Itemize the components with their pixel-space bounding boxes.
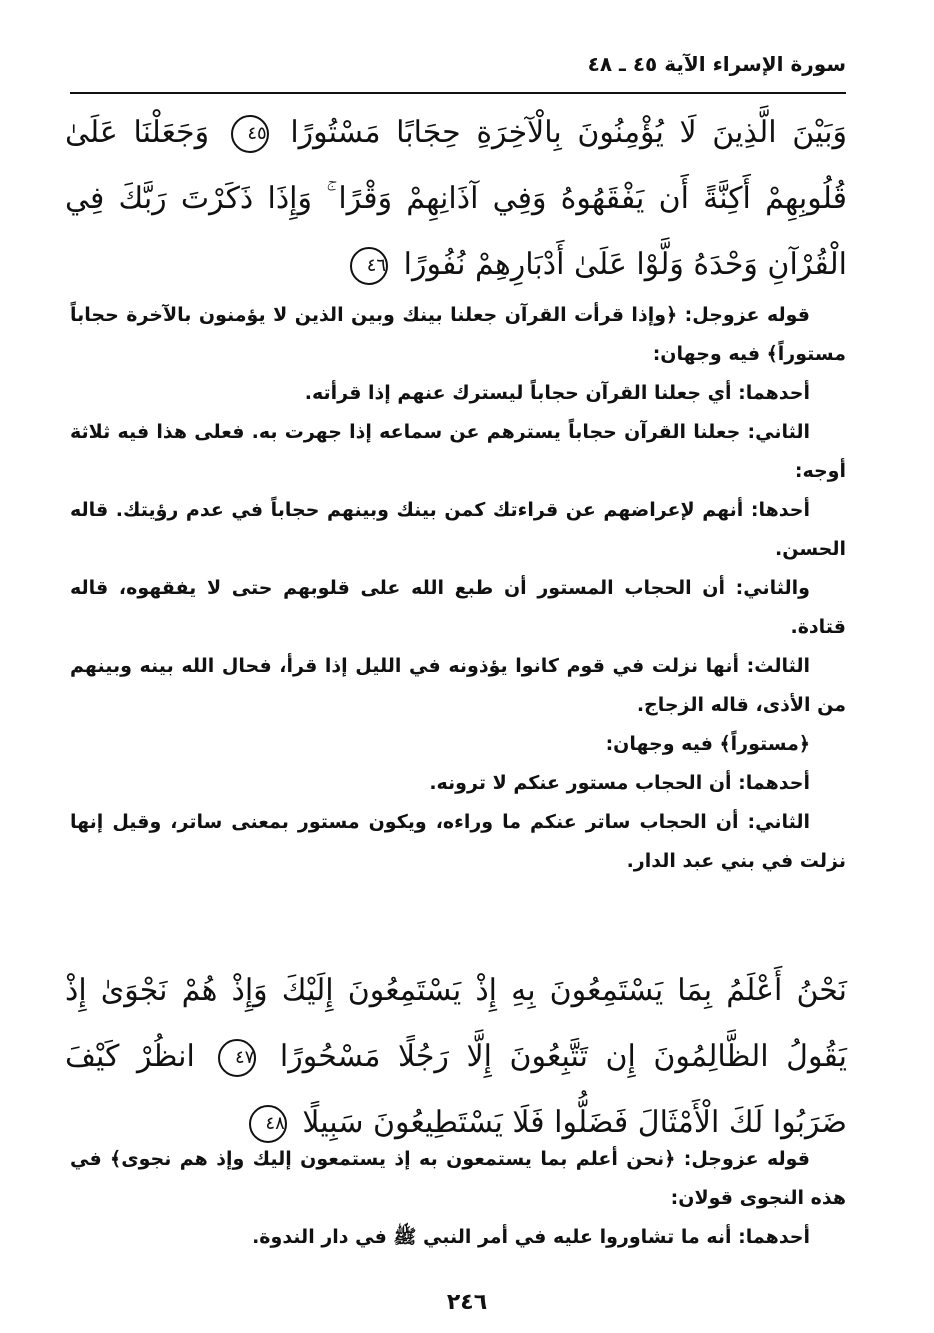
commentary-paragraph: أحدهما: أي جعلنا القرآن حجاباً ليسترك عنهم إذا قرأته. <box>304 382 810 404</box>
commentary-paragraph: أحدهما: أن الحجاب مستور عنكم لا ترونه. <box>429 772 810 794</box>
verse-45-text: وَبَيْنَ الَّذِينَ لَا يُؤْمِنُونَ بِالْآخِرَةِ حِجَابًا مَسْتُورًا <box>290 115 847 150</box>
commentary-paragraph: قوله عزوجل: ﴿نحن أعلم بما يستمعون به إذ يستمعون إليك وإذ هم نجوى﴾ في هذه النجوى قولان: <box>70 1148 846 1209</box>
quran-verses-45-46 <box>65 100 847 298</box>
commentary-paragraph: والثاني: أن الحجاب المستور أن طبع الله على قلوبهم حتى لا يفقهوه، قاله قتادة. <box>70 577 846 638</box>
commentary-section-1 <box>70 296 846 881</box>
commentary-section-2 <box>70 1140 846 1257</box>
commentary-paragraph: الثاني: أن الحجاب ساتر عنكم ما وراءه، ويكون مستور بمعنى ساتر، وقيل إنها نزلت في بني عبد الدار. <box>70 811 846 872</box>
verse-47-text: نَحْنُ أَعْلَمُ بِمَا يَسْتَمِعُونَ بِهِ إِذْ يَسْتَمِعُونَ إِلَيْكَ وَإِذْ هُمْ نَجْوَىٰ إِذْ يَقُولُ الظَّالِمُونَ إِن تَتَّبِعُونَ إِلَّا رَجُلًا مَسْحُورًا <box>65 973 847 1074</box>
verse-number-45: ٤٥ <box>231 115 269 153</box>
commentary-paragraph: أحدهما: أنه ما تشاوروا عليه في أمر النبي ﷺ في دار الندوة. <box>252 1226 810 1248</box>
page-number: ٢٤٦ <box>446 1290 488 1315</box>
commentary-paragraph: ﴿مستوراً﴾ فيه وجهان: <box>605 733 810 755</box>
commentary-paragraph: أحدها: أنهم لإعراضهم عن قراءتك كمن بينك وبينهم حجاباً في عدم رؤيتك. قاله الحسن. <box>70 499 846 560</box>
header-rule <box>70 92 846 94</box>
running-header: سورة الإسراء الآية ٤٥ ـ ٤٨ <box>587 52 846 76</box>
quran-verses-47-48 <box>65 958 847 1156</box>
commentary-paragraph: قوله عزوجل: ﴿وإذا قرأت القرآن جعلنا بينك وبين الذين لا يؤمنون بالآخرة حجاباً مستوراً﴾ فيه وجهان: <box>70 304 846 365</box>
verse-number-48: ٤٨ <box>249 1105 287 1143</box>
verse-46-text: وَجَعَلْنَا عَلَىٰ قُلُوبِهِمْ أَكِنَّةً أَن يَفْقَهُوهُ وَفِي آذَانِهِمْ وَقْرًا ۚ وَإِذَا ذَكَرْتَ رَبَّكَ فِي الْقُرْآنِ وَحْدَهُ وَلَّوْا عَلَىٰ أَدْبَارِهِمْ نُفُورًا <box>65 115 847 282</box>
commentary-paragraph: الثالث: أنها نزلت في قوم كانوا يؤذونه في الليل إذا قرأ، فحال الله بينه وبينهم من الأذى، قاله الزجاج. <box>70 655 846 716</box>
verse-48-text: انظُرْ كَيْفَ ضَرَبُوا لَكَ الْأَمْثَالَ فَضَلُّوا فَلَا يَسْتَطِيعُونَ سَبِيلًا <box>65 1039 847 1140</box>
verse-number-46: ٤٦ <box>350 247 388 285</box>
commentary-paragraph: الثاني: جعلنا القرآن حجاباً يسترهم عن سماعه إذا جهرت به. فعلى هذا فيه ثلاثة أوجه: <box>70 421 846 482</box>
verse-number-47: ٤٧ <box>218 1039 256 1077</box>
